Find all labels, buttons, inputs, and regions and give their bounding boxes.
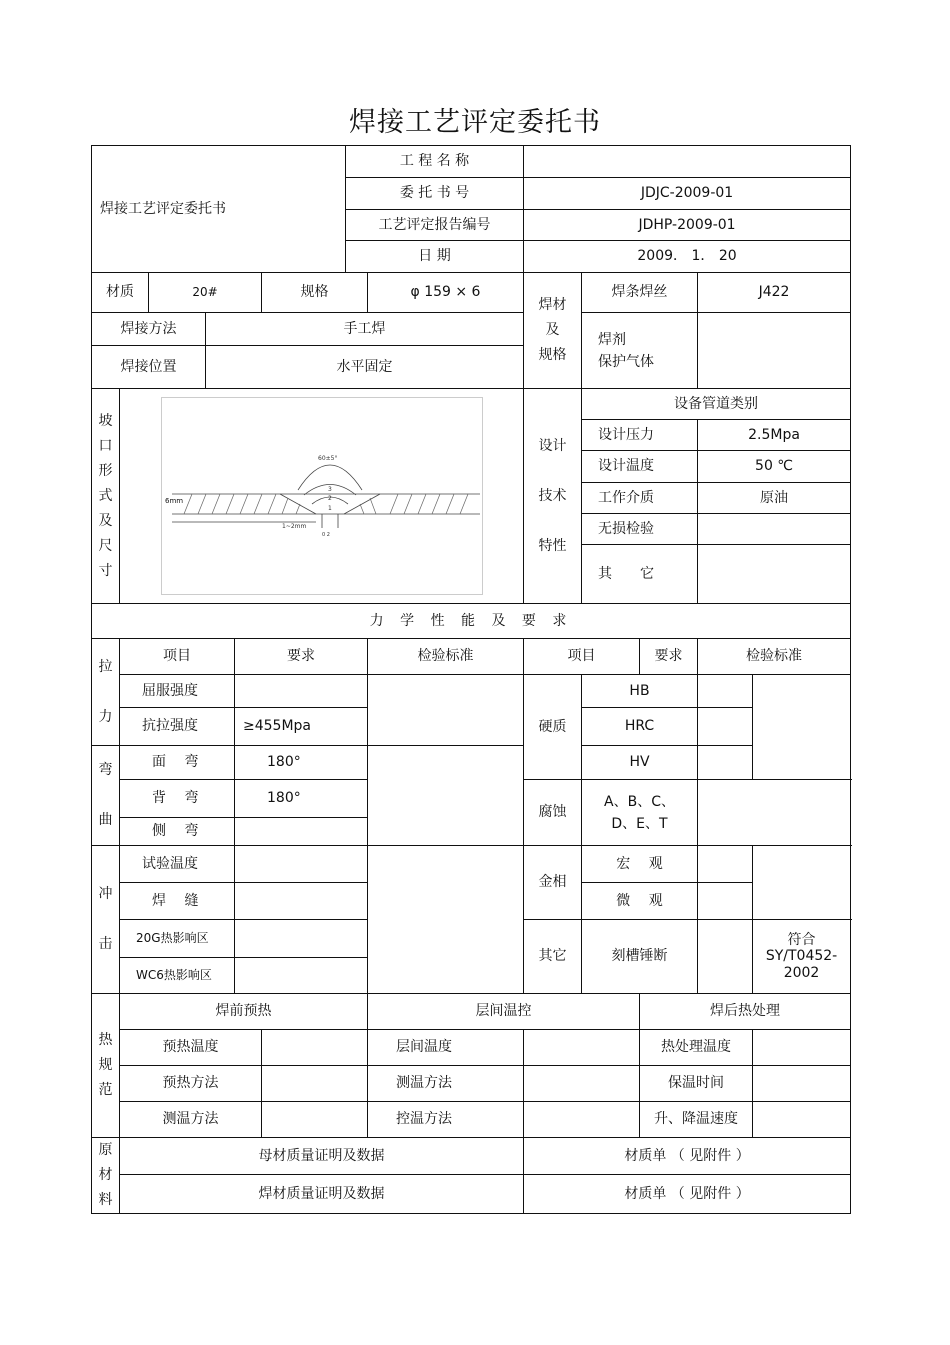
nick-break-req — [698, 920, 753, 994]
nick-break-label: 刻槽锤断 — [582, 920, 698, 994]
medium-value: 原油 — [698, 483, 851, 514]
back-bend-value: 180° — [235, 780, 368, 818]
spec-value: φ 159 × 6 — [368, 273, 524, 313]
method-label: 焊接方法 — [92, 313, 206, 346]
measure-method-value — [262, 1102, 368, 1138]
haz-wc6-label: WC6热影响区 — [120, 958, 235, 994]
hardness-label: 硬质 — [524, 675, 582, 780]
design-temp-label: 设计温度 — [582, 451, 698, 483]
date-value: 2009． 1． 20 — [524, 241, 851, 273]
mech-header-std: 检验标准 — [368, 639, 524, 675]
corrosion-label: 腐蚀 — [524, 780, 582, 846]
groove-figure-cell — [120, 389, 524, 604]
side-bend-label: 侧 弯 — [120, 818, 235, 846]
ndt-label: 无损检验 — [582, 514, 698, 545]
groove-angle-label: 60±5° — [317, 455, 337, 462]
tensile-value: ≥455Mpa — [235, 708, 368, 746]
pwht-temp-label: 热处理温度 — [640, 1030, 753, 1066]
temp-control-label: 控温方法 — [368, 1102, 524, 1138]
hrc-req — [698, 708, 753, 746]
interpass-temp-label: 层间温度 — [368, 1030, 524, 1066]
commission-no-label: 委 托 书 号 — [346, 178, 524, 210]
other-label: 其 它 — [582, 545, 698, 604]
design-pressure-value: 2.5Mpa — [698, 420, 851, 451]
groove-diagram — [161, 397, 483, 595]
rod-label: 焊条焊丝 — [582, 273, 698, 313]
haz-wc6-value — [235, 958, 368, 994]
report-no-label: 工艺评定报告编号 — [346, 210, 524, 241]
preheat-temp-value — [262, 1030, 368, 1066]
corrosion-value: A、B、C、 D、E、T — [582, 780, 698, 846]
temp-control-value — [524, 1102, 640, 1138]
date-label: 日 期 — [346, 241, 524, 273]
preheat-title: 焊前预热 — [120, 994, 368, 1030]
position-value: 水平固定 — [206, 346, 524, 389]
metallo-label: 金相 — [524, 846, 582, 920]
filler-cert-value: 材质单 （ 见附件 ） — [524, 1175, 851, 1214]
groove-thickness-label: 6mm — [164, 497, 183, 505]
mech-header-item: 项目 — [120, 639, 235, 675]
mech-header-std-2: 检验标准 — [698, 639, 851, 675]
bend-label: 弯 曲 — [92, 746, 120, 846]
face-bend-value: 180° — [235, 746, 368, 780]
design-category-label: 设备管道类别 — [582, 389, 851, 420]
yield-label: 屈服强度 — [120, 675, 235, 708]
medium-label: 工作介质 — [582, 483, 698, 514]
project-name-value — [524, 146, 851, 178]
hrc-label: HRC — [582, 708, 698, 746]
bend-std — [368, 746, 524, 846]
mech-header-req-2: 要求 — [640, 639, 698, 675]
hb-label: HB — [582, 675, 698, 708]
nick-break-std: 符合 SY/T0452-2002 — [753, 920, 851, 994]
preheat-temp-label: 预热温度 — [120, 1030, 262, 1066]
material-value: 20# — [149, 273, 262, 313]
interpass-temp-value — [524, 1030, 640, 1066]
other-value — [698, 545, 851, 604]
hb-req — [698, 675, 753, 708]
ramp-rate-label: 升、降温速度 — [640, 1102, 753, 1138]
weld-value — [235, 883, 368, 920]
face-bend-label: 面 弯 — [120, 746, 235, 780]
spec-label: 规格 — [262, 273, 368, 313]
impact-label: 冲 击 — [92, 846, 120, 994]
mech-header-req: 要求 — [235, 639, 368, 675]
heat-group-label: 热 规 范 — [92, 994, 120, 1138]
base-metal-cert-value: 材质单 （ 见附件 ） — [524, 1138, 851, 1175]
macro-req — [698, 846, 753, 883]
haz-20g-label: 20G热影响区 — [120, 920, 235, 958]
pwht-title: 焊后热处理 — [640, 994, 851, 1030]
tension-std — [368, 675, 524, 746]
test-temp-value — [235, 846, 368, 883]
layer-3-label: 3 — [327, 486, 332, 493]
yield-value — [235, 675, 368, 708]
groove-root-label: 0 2 — [321, 532, 330, 538]
temp-measure-value — [524, 1066, 640, 1102]
layer-1-label: 1 — [327, 505, 332, 512]
micro-label: 微 观 — [582, 883, 698, 920]
rod-value: J422 — [698, 273, 851, 313]
mech-section-title: 力 学 性 能 及 要 求 — [92, 604, 851, 639]
haz-20g-value — [235, 920, 368, 958]
base-metal-cert-label: 母材质量证明及数据 — [120, 1138, 524, 1175]
micro-req — [698, 883, 753, 920]
impact-std — [368, 846, 524, 994]
preheat-method-label: 预热方法 — [120, 1066, 262, 1102]
test-temp-label: 试验温度 — [120, 846, 235, 883]
hold-time-label: 保温时间 — [640, 1066, 753, 1102]
commission-no-value: JDJC-2009-01 — [524, 178, 851, 210]
back-bend-label: 背 弯 — [120, 780, 235, 818]
groove-svg — [162, 398, 482, 594]
measure-method-label: 测温方法 — [120, 1102, 262, 1138]
design-temp-value: 50 ℃ — [698, 451, 851, 483]
commission-form-table — [91, 145, 851, 1214]
flux-label: 焊剂 保护气体 — [582, 313, 698, 389]
preheat-method-value — [262, 1066, 368, 1102]
temp-measure-label: 测温方法 — [368, 1066, 524, 1102]
hardness-std — [753, 675, 851, 780]
position-label: 焊接位置 — [92, 346, 206, 389]
corrosion-std — [698, 780, 851, 846]
weld-label: 焊 缝 — [120, 883, 235, 920]
mech-header-item-2: 项目 — [524, 639, 640, 675]
raw-group-label: 原 材 料 — [92, 1138, 120, 1214]
header-label: 焊接工艺评定委托书 — [92, 146, 346, 273]
groove-label: 坡 口 形 式 及 尺 寸 — [92, 389, 120, 604]
interpass-title: 层间温控 — [368, 994, 640, 1030]
filler-group-label: 焊材 及 规格 — [524, 273, 582, 389]
metallo-std — [753, 846, 851, 920]
method-value: 手工焊 — [206, 313, 524, 346]
hv-req — [698, 746, 753, 780]
document-title: 焊接工艺评定委托书 — [349, 107, 601, 138]
design-pressure-label: 设计压力 — [582, 420, 698, 451]
project-name-label: 工 程 名 称 — [346, 146, 524, 178]
tensile-label: 抗拉强度 — [120, 708, 235, 746]
report-no-value: JDHP-2009-01 — [524, 210, 851, 241]
design-group-label: 设计 技术 特性 — [524, 389, 582, 604]
ndt-value — [698, 514, 851, 545]
other-test-label: 其它 — [524, 920, 582, 994]
hold-time-value — [753, 1066, 851, 1102]
pwht-temp-value — [753, 1030, 851, 1066]
layer-2-label: 2 — [327, 495, 332, 502]
material-label: 材质 — [92, 273, 149, 313]
filler-cert-label: 焊材质量证明及数据 — [120, 1175, 524, 1214]
tension-label: 拉 力 — [92, 639, 120, 746]
hv-label: HV — [582, 746, 698, 780]
flux-value — [698, 313, 851, 389]
side-bend-value — [235, 818, 368, 846]
ramp-rate-value — [753, 1102, 851, 1138]
groove-gap-label: 1~2mm — [281, 523, 306, 530]
macro-label: 宏 观 — [582, 846, 698, 883]
